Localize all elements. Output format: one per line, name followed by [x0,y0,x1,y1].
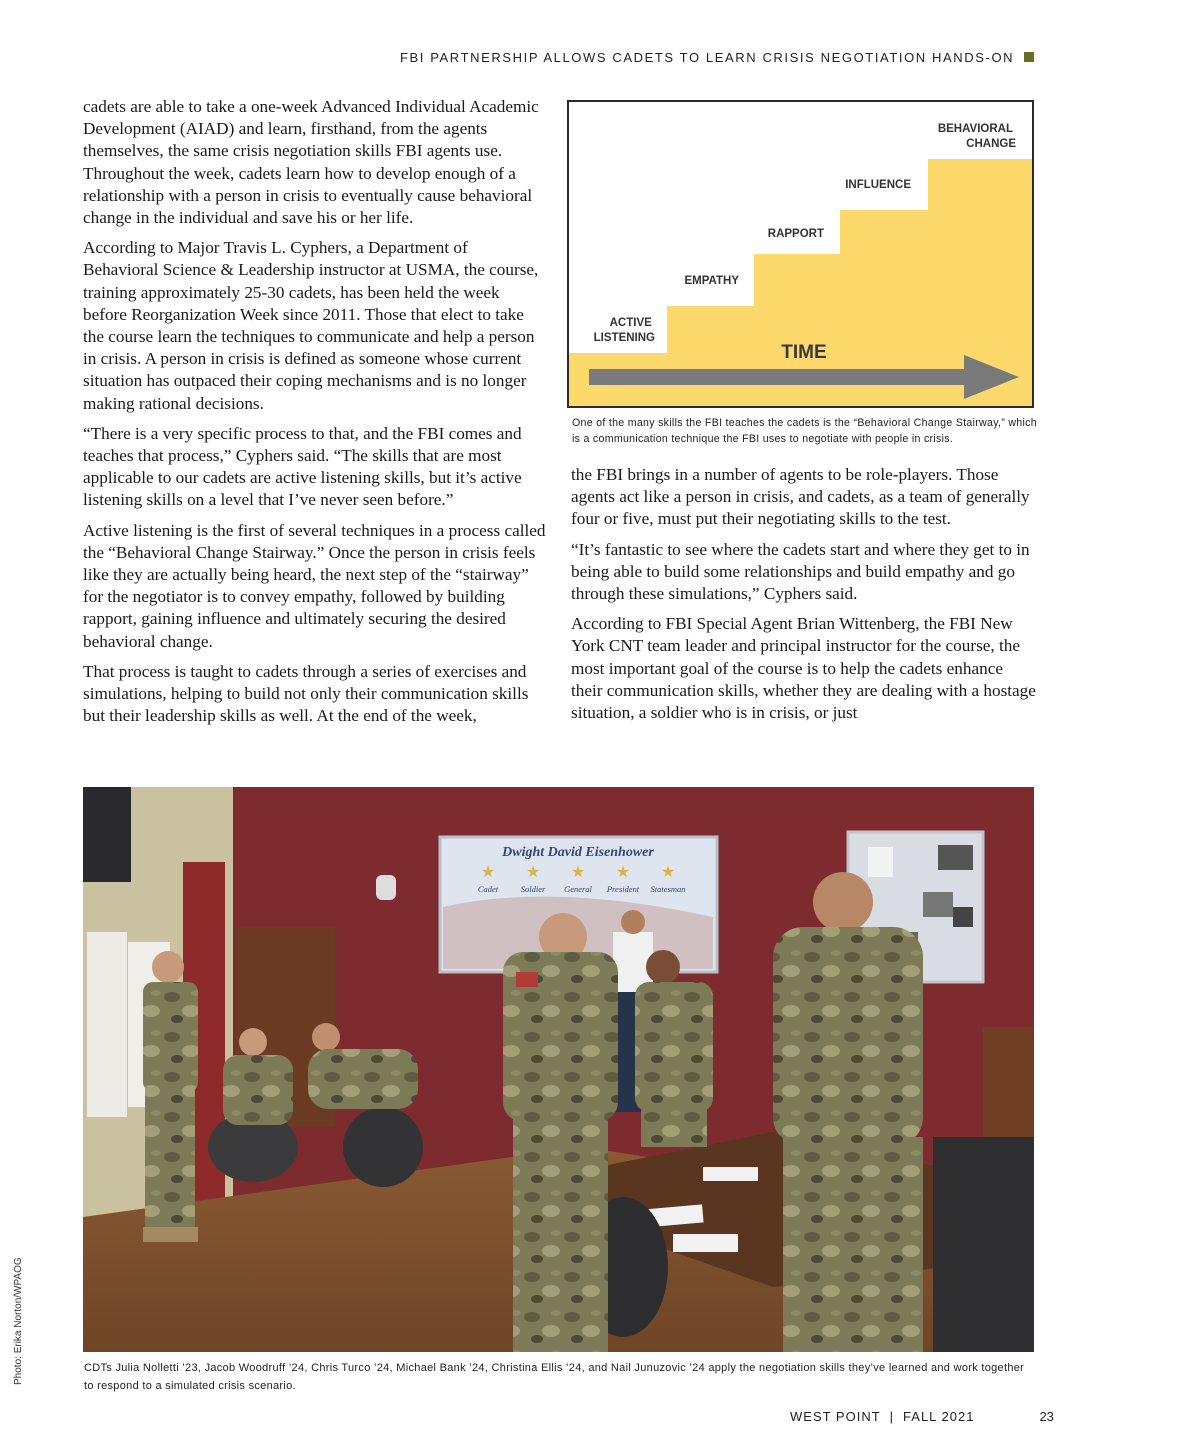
article-column-left [83,96,546,735]
paragraph: Active listening is the first of several techniques in a process called the “Behavioral Change Stairway.” Once the person in crisis feels like they are actually being heard, the next step of the “stairway” for the negotiator is to convey empathy, followed by building rapport, gaining influence and ultimately securing the desired behavioral change. [83,520,546,651]
plaque-word: President [606,884,640,894]
plaque-word: Soldier [520,884,546,894]
running-header [400,48,1034,66]
paragraph: “There is a very specific process to that, and the FBI comes and teaches that process,” Cyphers said. “The skills that are most applicable to our cadets are active listening skills, but it’s active listening skills on a level that I’ve never seen before.” [83,423,522,510]
figure-caption: One of the many skills the FBI teaches the cadets is the “Behavioral Change Stairway,” which is a communication technique the FBI uses to negotiate with people in crisis. [572,417,1037,445]
running-header-title: FBI PARTNERSHIP ALLOWS CADETS TO LEARN CRISIS NEGOTIATION HANDS-ON [400,49,1015,65]
time-label: TIME [781,342,827,363]
step-label-empathy: EMPATHY [684,275,739,287]
plaque-word: Statesman [650,884,686,894]
paragraph: According to FBI Special Agent Brian Wittenberg, the FBI New York CNT team leader and principal instructor for the course, the most important goal of the course is to help the cadets enhance their communication skills, whether they are dealing with a hostage situation, a soldier who is in crisis, or just [571,614,1036,723]
paragraph: cadets are able to take a one-week Advanced Individual Academic Development (AIAD) and learn, firsthand, from the agents themselves, the same crisis negotiation skills FBI agents use. Throughout the week, cadets learn how to develop enough of a relationship with a person in crisis to eventually cause behavioral change in the individual and save his or her life. [83,97,539,228]
plaque-star-icon: ★ [570,862,586,881]
plaque-star-icon: ★ [525,862,541,881]
plaque-star-icon: ★ [615,862,631,881]
plaque-word: Cadet [477,884,499,894]
header-accent-bar [1024,52,1034,62]
photo-illustration [83,787,1034,1352]
soldier-center [503,913,618,1352]
page-footer [790,1409,1054,1424]
page-number: 23 [1039,1409,1054,1424]
training-room-photo [83,787,1034,1352]
issue-label: FALL 2021 [903,1409,975,1424]
step-label-behavioral-change: BEHAVIORAL CHANGE [937,123,1016,150]
behavioral-change-stairway-figure [567,100,1034,408]
step-label-active-listening: ACTIVE LISTENING [593,317,655,344]
article-column-right [571,464,1036,732]
plaque-star-icon: ★ [480,862,496,881]
paragraph: That process is taught to cadets through a series of exercises and simulations, helping to build not only their communication skills but their leadership skills as well. At the end of the week, [83,661,529,726]
plaque-word: General [564,884,592,894]
soldier-right [773,872,923,1352]
step-label-rapport: RAPPORT [767,228,824,240]
stairway-diagram [569,102,1032,406]
plaque-title: Dwight David Eisenhower [502,845,654,860]
step-label-influence: INFLUENCE [845,179,911,191]
photo-caption: CDTs Julia Nolletti ’23, Jacob Woodruff ’24, Chris Turco ’24, Michael Bank ’24, Christina Ellis ’24, and Nail Junuzovic ’24 apply the negotiation skills they’ve learned and work together to respond to a simulated crisis scenario. [84,1362,1025,1392]
stairway-steps [569,159,1032,406]
soldier-left [143,951,198,1242]
paragraph: the FBI brings in a number of agents to be role-players. Those agents act like a person in crisis, and cadets, as a team of generally four or five, must put their negotiating skills to the test. [571,465,1030,529]
paragraph: According to Major Travis L. Cyphers, a Department of Behavioral Science & Leadership instructor at USMA, the course, training approximately 25-30 cadets, has been held the week before Reorganization Week since 2011. Those that elect to take the course learn the techniques to communicate and help a person in crisis. A person in crisis is defined as someone whose current situation has outpaced their coping mechanisms and is no longer making rational decisions. [83,238,539,413]
paragraph: “It’s fantastic to see where the cadets start and where they get to in being able to build some relationships and build empathy and go through these simulations,” Cyphers said. [571,539,1030,604]
footer-separator: | [889,1409,895,1424]
publication-name: WEST POINT [790,1409,881,1424]
photo-credit: Photo: Erika Norton/WPAOG [13,1257,24,1385]
plaque-star-icon: ★ [660,862,676,881]
